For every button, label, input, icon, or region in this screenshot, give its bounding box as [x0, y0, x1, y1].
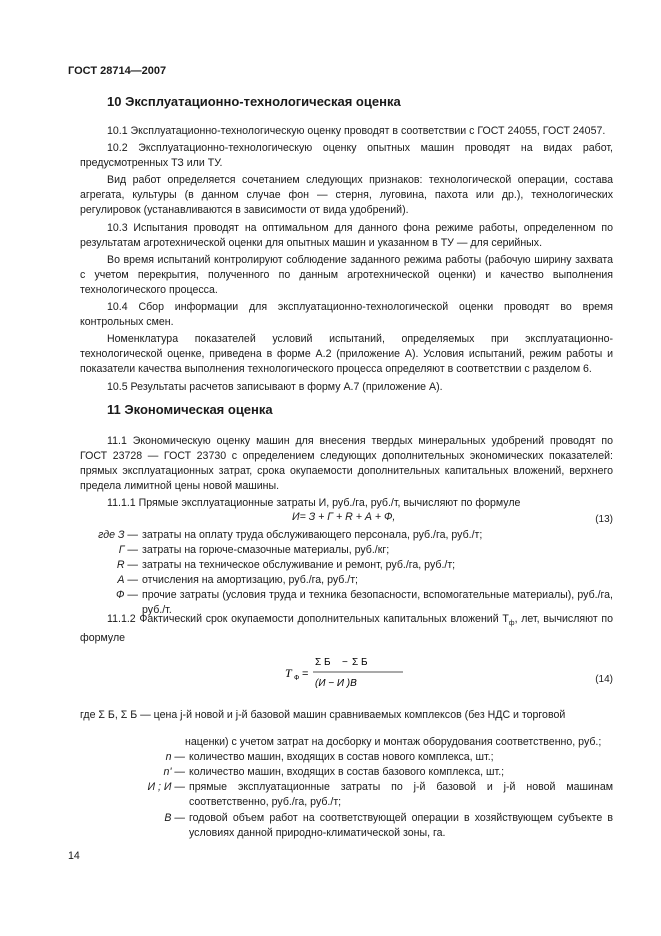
- legend-text: прямые эксплуатационные затраты по j-й базовой и j-й новой машинам соответственно, руб./га, руб./т;: [189, 781, 613, 809]
- para-11-1-2: [80, 612, 613, 646]
- para-11-1-1: 11.1.1 Прямые эксплуатационные затраты И, руб./га, руб./т, вычисляют по формуле: [107, 497, 521, 510]
- legend-symbol: В —: [164, 811, 185, 824]
- section-10-body: [80, 124, 613, 395]
- legend-symbol: А —: [117, 574, 138, 587]
- legend-row: [80, 708, 613, 723]
- para-nomenclature: Номенклатура показателей условий испытаний, определяемых при эксплуатационно-технологической оценке, приведена в форме А.2 (приложение А). Условия испытаний, режим работы и показатели качества выполнения технологического процесса определяют в соответствии с разделом 6.: [80, 333, 613, 376]
- standard-code: ГОСТ 28714—2007: [68, 65, 167, 77]
- legend-symbol: И ; И —: [147, 781, 185, 794]
- para-11-1-2-tail: , лет, вычисляют по формуле: [80, 613, 613, 645]
- legend-row: [80, 528, 613, 543]
- formula-13: И= З + Г + R + А + Ф,: [292, 511, 396, 523]
- formula-13-legend: [80, 528, 613, 619]
- legend-text: затраты на оплату труда обслуживающего персонала, руб./га, руб./т;: [142, 529, 483, 541]
- formula-14-denominator: (И − И )В: [315, 678, 357, 689]
- legend-symbol: где З —: [98, 529, 138, 541]
- formula-14-num-right: Σ Б: [352, 657, 368, 668]
- legend-symbol: n —: [165, 751, 185, 764]
- legend-continuation: наценки) с учетом затрат на досборку и монтаж оборудования соответственно, руб.;: [185, 736, 602, 749]
- para-10-1: 10.1 Эксплуатационно-технологическую оценку проводят в соответствии с ГОСТ 24055, ГОСТ 24057.: [107, 125, 606, 137]
- legend-text: количество машин, входящих в состав базового комплекса, шт.;: [189, 766, 505, 779]
- para-work-type: Вид работ определяется сочетанием следующих признаков: технологической операции, состава агрегата, культуры (в данном случае фон — стерня, луговина, пахота или др.), технологических регулировок (устанавливаются в зависимости от вида удобрений).: [80, 174, 613, 217]
- formula-14-lhs-sub: Ф: [294, 675, 300, 682]
- legend-text: годовой объем работ на соответствующей операции в хозяйствующем субъекте в условиях данной природно-климатической зоны, га.: [189, 811, 613, 839]
- legend-symbol: Ф —: [116, 589, 138, 602]
- legend-row: [80, 573, 613, 588]
- legend-row: [80, 735, 613, 750]
- equation-number-13: (13): [595, 514, 613, 525]
- legend-text: отчисления на амортизацию, руб./га, руб./т;: [142, 574, 359, 587]
- legend-text: прочие затраты (условия труда и техника безопасности, вспомогательные материалы), руб./га, руб./т.: [142, 589, 613, 617]
- legend-row: [80, 780, 613, 810]
- formula-14-lhs: Т: [285, 666, 292, 680]
- legend-symbol: R —: [116, 559, 138, 572]
- legend-intro: где Σ Б, Σ Б — цена j-й новой и j-й базовой машин сравниваемых комплексов (без НДС и торговой: [80, 709, 566, 721]
- legend-symbol: Г —: [118, 544, 138, 557]
- para-11-1-2-text: 11.1.2 Фактический срок окупаемости дополнительных капитальных вложений Т: [107, 613, 509, 625]
- para-11-1-2-sub: ф: [508, 620, 515, 628]
- para-10-2: 10.2 Эксплуатационно-технологическую оценку опытных машин проводят на видах работ, предусмотренных ТЗ или ТУ.: [80, 142, 613, 170]
- page-number: 14: [68, 850, 80, 862]
- para-10-4: 10.4 Сбор информации для эксплуатационно-технологической оценки проводят во время контрольных смен.: [80, 301, 613, 329]
- legend-row: [80, 765, 613, 780]
- legend-text: затраты на техническое обслуживание и ремонт, руб./га, руб./т;: [142, 559, 456, 572]
- para-10-3: 10.3 Испытания проводят на оптимальном для данного фона режиме работы, определенном по результатам агротехнической оценки для опытных машин и указанном в ТУ — для серийных.: [80, 221, 613, 249]
- legend-text: затраты на горюче-смазочные материалы, руб./кг;: [142, 544, 390, 557]
- section-10-title: 10 Эксплуатационно-технологическая оценка: [107, 94, 401, 109]
- formula-14-num-left: Σ Б: [315, 657, 331, 668]
- formula-14: [285, 648, 405, 696]
- legend-symbol: n' —: [163, 766, 185, 779]
- para-10-5: 10.5 Результаты расчетов записывают в форму А.7 (приложение А).: [107, 380, 443, 393]
- formula-14-eq: =: [302, 668, 309, 680]
- equation-number-14: (14): [595, 674, 613, 685]
- legend-row: [80, 543, 613, 558]
- legend-text: количество машин, входящих в состав нового комплекса, шт.;: [189, 751, 494, 764]
- formula-14-num-mid: −: [342, 657, 348, 668]
- formula-14-legend: [80, 708, 613, 841]
- legend-row: [80, 750, 613, 765]
- section-11-title: 11 Экономическая оценка: [107, 402, 273, 417]
- para-test-control: Во время испытаний контролируют соблюдение заданного режима работы (рабочую ширину захвата с учетом перекрытия, полученного по данным агротехнической оценки) и качество выполнения технологического процесса.: [80, 253, 613, 296]
- legend-row: [80, 558, 613, 573]
- section-11-body: [80, 434, 613, 511]
- para-11-1: 11.1 Экономическую оценку машин для внесения твердых минеральных удобрений проводят по ГОСТ 23728 — ГОСТ 23730 с определением следующих дополнительных экономических показателей: прямых эксплуатационных затрат, срока окупаемости дополнительных капитальных вложений, верхнего предела лимитной цены новой машины.: [80, 435, 613, 493]
- legend-row: [80, 811, 613, 841]
